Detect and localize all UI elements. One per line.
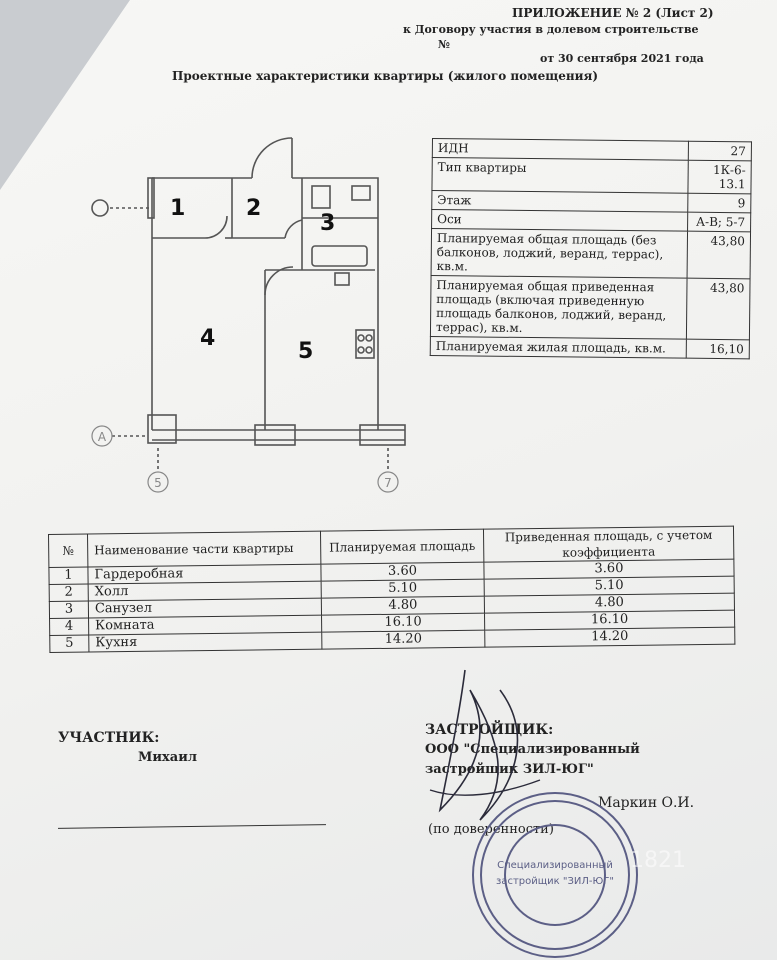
axis-a-label: А <box>97 430 107 444</box>
col-header-number: № <box>49 534 88 567</box>
info-value: 1К-6-13.1 <box>688 160 751 194</box>
cell-area: 3.60 <box>321 562 484 581</box>
info-label: Оси <box>432 210 688 232</box>
info-row <box>432 158 751 194</box>
cell-number: 3 <box>49 601 88 618</box>
col-header-name: Наименование части квартиры <box>88 531 321 567</box>
info-label: Тип квартиры <box>432 158 688 194</box>
cell-number: 4 <box>50 618 89 635</box>
contract-reference: к Договору участия в долевом строительстве <box>403 23 699 36</box>
page-subtitle: Проектные характеристики квартиры (жилого помещения) <box>172 69 599 83</box>
contract-date: от 30 сентября 2021 года <box>540 52 704 65</box>
cell-reduced-area: 3.60 <box>484 559 734 579</box>
developer-proxy: (по доверенности) <box>428 822 554 837</box>
cell-reduced-area: 4.80 <box>484 593 734 613</box>
stamp-text-line1: Специализированный <box>497 860 613 871</box>
participant-name: Михаил <box>138 750 198 765</box>
rooms-table <box>48 526 735 653</box>
cell-number: 1 <box>49 567 88 584</box>
info-label: Этаж <box>432 191 688 213</box>
cell-reduced-area: 14.20 <box>485 627 735 647</box>
info-row <box>431 229 750 279</box>
info-value: 43,80 <box>686 278 750 340</box>
info-value: 27 <box>688 141 751 161</box>
cell-name: Комната <box>89 615 322 635</box>
contract-number-label: № <box>438 38 450 51</box>
developer-name-line1: ООО "Специализированный <box>425 742 640 757</box>
cell-area: 5.10 <box>321 579 484 598</box>
cell-reduced-area: 16.10 <box>484 610 734 630</box>
watermark: 1821 <box>630 848 686 873</box>
cell-name: Кухня <box>89 632 322 652</box>
info-label: Планируемая общая приведенная площадь (включая приведенную площадь балконов, лоджий, веранд, террас), кв.м. <box>430 275 687 339</box>
col-header-area: Планируемая площадь <box>320 529 483 564</box>
info-value: 16,10 <box>686 339 749 359</box>
cell-number: 5 <box>50 635 89 652</box>
cell-area: 16.10 <box>322 613 485 632</box>
axis-5-label: 5 <box>154 476 162 490</box>
participant-title: УЧАСТНИК: <box>58 730 160 746</box>
floor-plan <box>80 130 420 500</box>
cell-area: 4.80 <box>321 596 484 615</box>
info-label: ИДН <box>432 139 688 161</box>
room-label-1: 1 <box>170 196 186 221</box>
apartment-info-table <box>430 138 752 359</box>
developer-signature <box>420 650 560 840</box>
cell-name: Холл <box>88 581 321 601</box>
info-label: Планируемая общая площадь (без балконов, лоджий, веранд, террас), кв.м. <box>431 229 687 279</box>
cell-area: 14.20 <box>322 630 485 649</box>
room-label-3: 3 <box>320 211 336 236</box>
room-label-5: 5 <box>298 339 314 364</box>
axis-7-label: 7 <box>384 476 392 490</box>
info-value: А-В; 5-7 <box>688 212 751 232</box>
info-label: Планируемая жилая площадь, кв.м. <box>430 336 686 358</box>
developer-signer: Маркин О.И. <box>598 795 695 811</box>
info-row <box>430 275 750 339</box>
cell-reduced-area: 5.10 <box>484 576 734 596</box>
cell-number: 2 <box>49 584 88 601</box>
info-row <box>430 336 749 358</box>
stamp-text-line2: застройщик "ЗИЛ-ЮГ" <box>496 876 614 887</box>
col-header-reduced-area: Приведенная площадь, с учетом коэффициента <box>483 526 733 562</box>
developer-title: ЗАСТРОЙЩИК: <box>425 722 554 738</box>
developer-name-line2: застройщик ЗИЛ-ЮГ" <box>425 762 594 777</box>
appendix-title: ПРИЛОЖЕНИЕ № 2 (Лист 2) <box>512 6 714 20</box>
cell-name: Гардеробная <box>88 564 321 584</box>
info-value: 9 <box>688 193 751 213</box>
room-label-4: 4 <box>200 326 216 351</box>
info-value: 43,80 <box>687 231 750 279</box>
cell-name: Санузел <box>88 598 321 618</box>
room-label-2: 2 <box>246 196 262 221</box>
